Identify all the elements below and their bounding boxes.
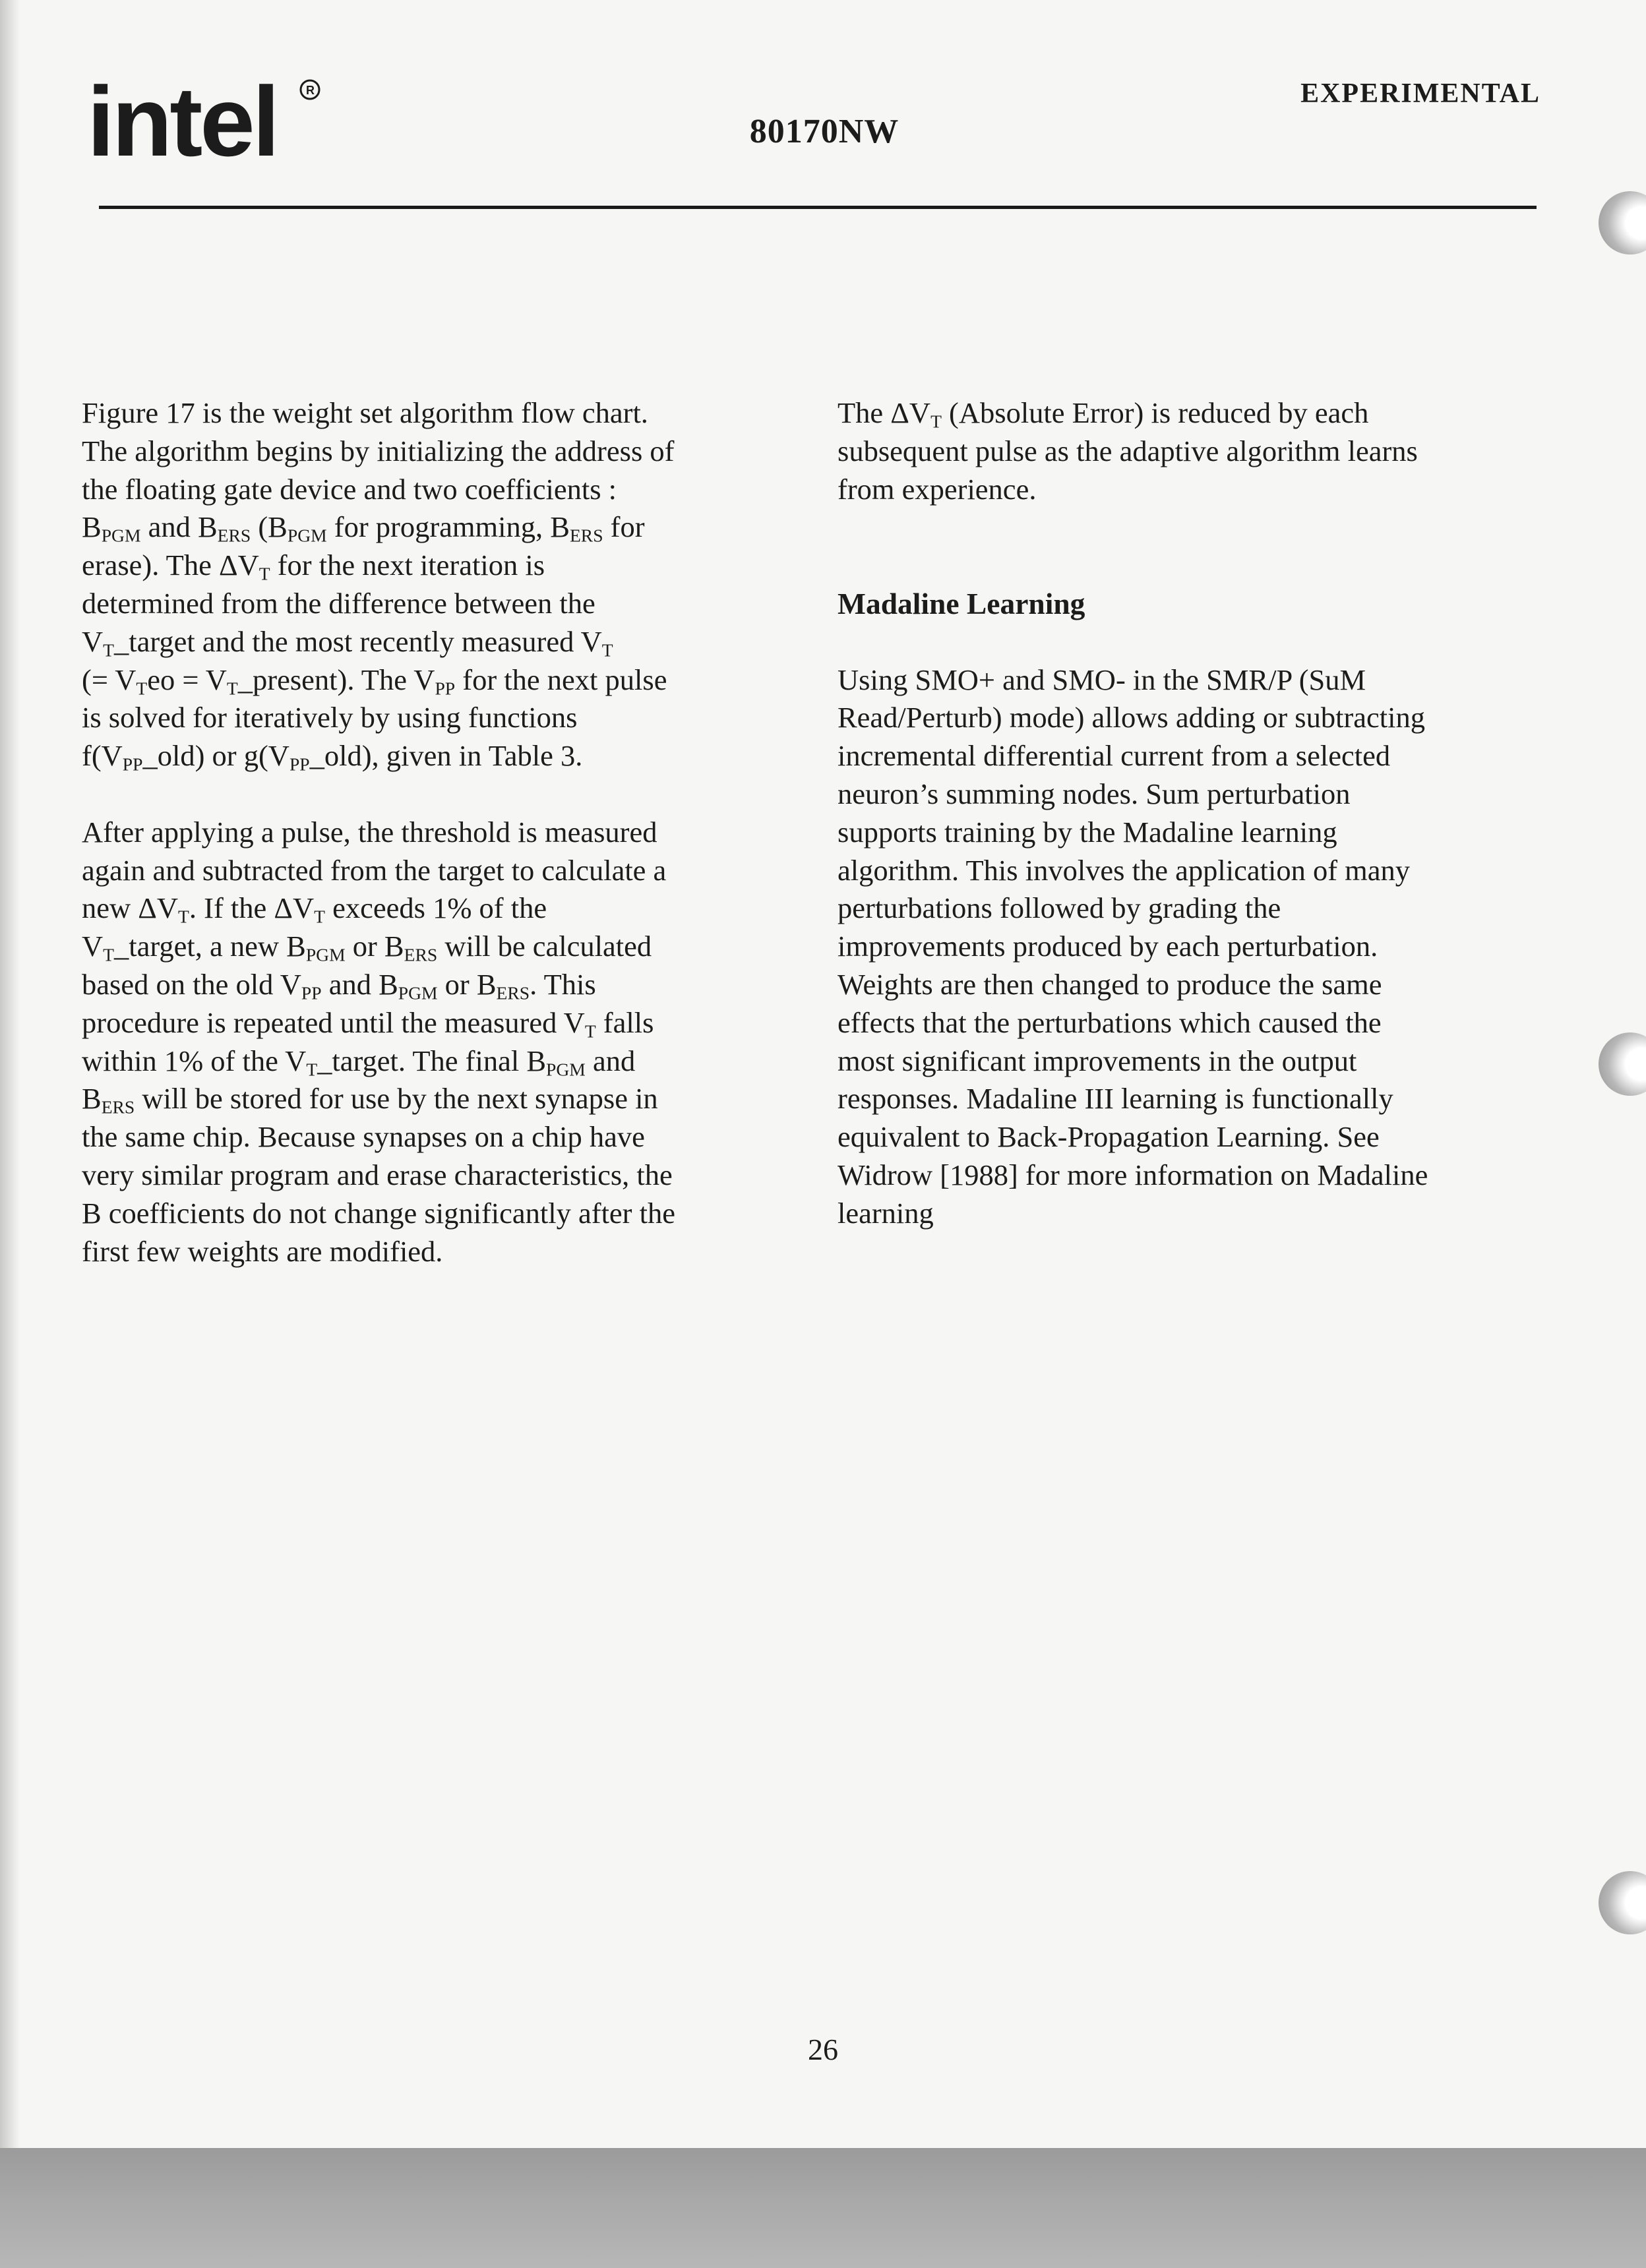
text-line: algorithm. This involves the application of many — [838, 853, 1411, 887]
paragraph-weight-set-algorithm — [82, 394, 781, 775]
text-line: $B_{ERS}$ will be stored for use by the next synapse in — [82, 1082, 658, 1118]
paragraph-madaline-learning — [838, 661, 1537, 1233]
paragraph-pulse-procedure — [82, 814, 781, 1271]
header-divider — [99, 206, 1537, 209]
text-line: equivalent to Back-Propagation Learning. See — [838, 1120, 1380, 1154]
svg-text:R: R — [306, 84, 315, 97]
text-line: from experience. — [838, 472, 1037, 506]
text-line: After applying a pulse, the threshold is measured — [82, 815, 657, 849]
text-line: is solved for iteratively by using functions — [82, 701, 578, 734]
page-number: 26 — [808, 2033, 838, 2066]
text-line: subsequent pulse as the adaptive algorithm learns — [838, 434, 1418, 467]
text-line: The algorithm begins by initializing the address of — [82, 434, 675, 467]
text-line: $V_T\_target$ and the most recently measured $V_T$ — [82, 624, 613, 661]
text-line: within 1% of the $V_T\_target$. The final $B_{PGM}$ and — [82, 1044, 636, 1080]
text-line: determined from the difference between the — [82, 586, 595, 620]
text-line: perturbations followed by grading the — [838, 891, 1281, 925]
binding-shadow — [0, 0, 20, 2148]
text-line: Using SMO+ and SMO- in the SMR/P (SuM — [838, 663, 1366, 696]
text-line: incremental differential current from a selected — [838, 739, 1391, 773]
text-line: supports training by the Madaline learning — [838, 815, 1337, 849]
text-line: $B_{PGM}$ and $B_{ERS}$ ($B_{PGM}$ for programming, $B_{ERS}$ for — [82, 510, 645, 547]
text-line: B coefficients do not change significantly after the — [82, 1196, 675, 1230]
left-column — [82, 394, 781, 1270]
text-line: responses. Madaline III learning is functionally — [838, 1082, 1393, 1116]
text-line: the floating gate device and two coefficients : — [82, 472, 617, 506]
intel-logo-text: intel — [87, 66, 278, 177]
text-line: effects that the perturbations which caused the — [838, 1005, 1382, 1039]
text-line: The $\Delta V_T$ (Absolute Error) is reduced by each — [838, 396, 1369, 432]
text-line: procedure is repeated until the measured $V_T$ falls — [82, 1005, 654, 1042]
text-line: again and subtracted from the target to calculate a — [82, 853, 667, 887]
text-line: improvements produced by each perturbation. — [838, 930, 1378, 963]
intel-logo — [87, 63, 338, 189]
text-line: (= $V_Teo$ = $V_T\_present$). The $V_{PP}$ for the next pulse — [82, 663, 667, 699]
text-line: learning — [838, 1196, 934, 1230]
text-line: first few weights are modified. — [82, 1234, 443, 1268]
text-line: very similar program and erase characteristics, the — [82, 1158, 673, 1191]
text-line: neuron’s summing nodes. Sum perturbation — [838, 777, 1351, 810]
text-line: erase). The $\Delta V_T$ for the next iteration is — [82, 549, 545, 584]
text-line: Figure 17 is the weight set algorithm flow chart. — [82, 396, 648, 429]
text-line: most significant improvements in the output — [838, 1044, 1357, 1077]
text-line: $f(V_{PP}\_old)$ or $g(V_{PP}\_old)$, given in Table 3. — [82, 739, 583, 775]
document-title: 80170NW — [749, 113, 899, 150]
text-line: Weights are then changed to produce the same — [838, 967, 1382, 1001]
text-line: new $\Delta V_T$. If the $\Delta V_T$ exceeds 1% of the — [82, 891, 547, 928]
text-line: Read/Perturb) mode) allows adding or subtracting — [838, 701, 1426, 734]
document-status-label: EXPERIMENTAL — [1300, 78, 1540, 109]
text-line: the same chip. Because synapses on a chip have — [82, 1120, 645, 1154]
right-column — [838, 394, 1537, 1233]
text-line: based on the old $V_{PP}$ and $B_{PGM}$ or $B_{ERS}$. This — [82, 967, 596, 1003]
section-heading-madaline-learning: Madaline Learning — [838, 586, 1085, 620]
text-line: $V_T\_target$, a new $B_{PGM}$ or $B_{ERS}$ will be calculated — [82, 930, 652, 965]
scanner-bottom-band — [0, 2148, 1646, 2268]
text-line: Widrow [1988] for more information on Madaline — [838, 1158, 1428, 1191]
paragraph-absolute-error — [838, 394, 1537, 508]
